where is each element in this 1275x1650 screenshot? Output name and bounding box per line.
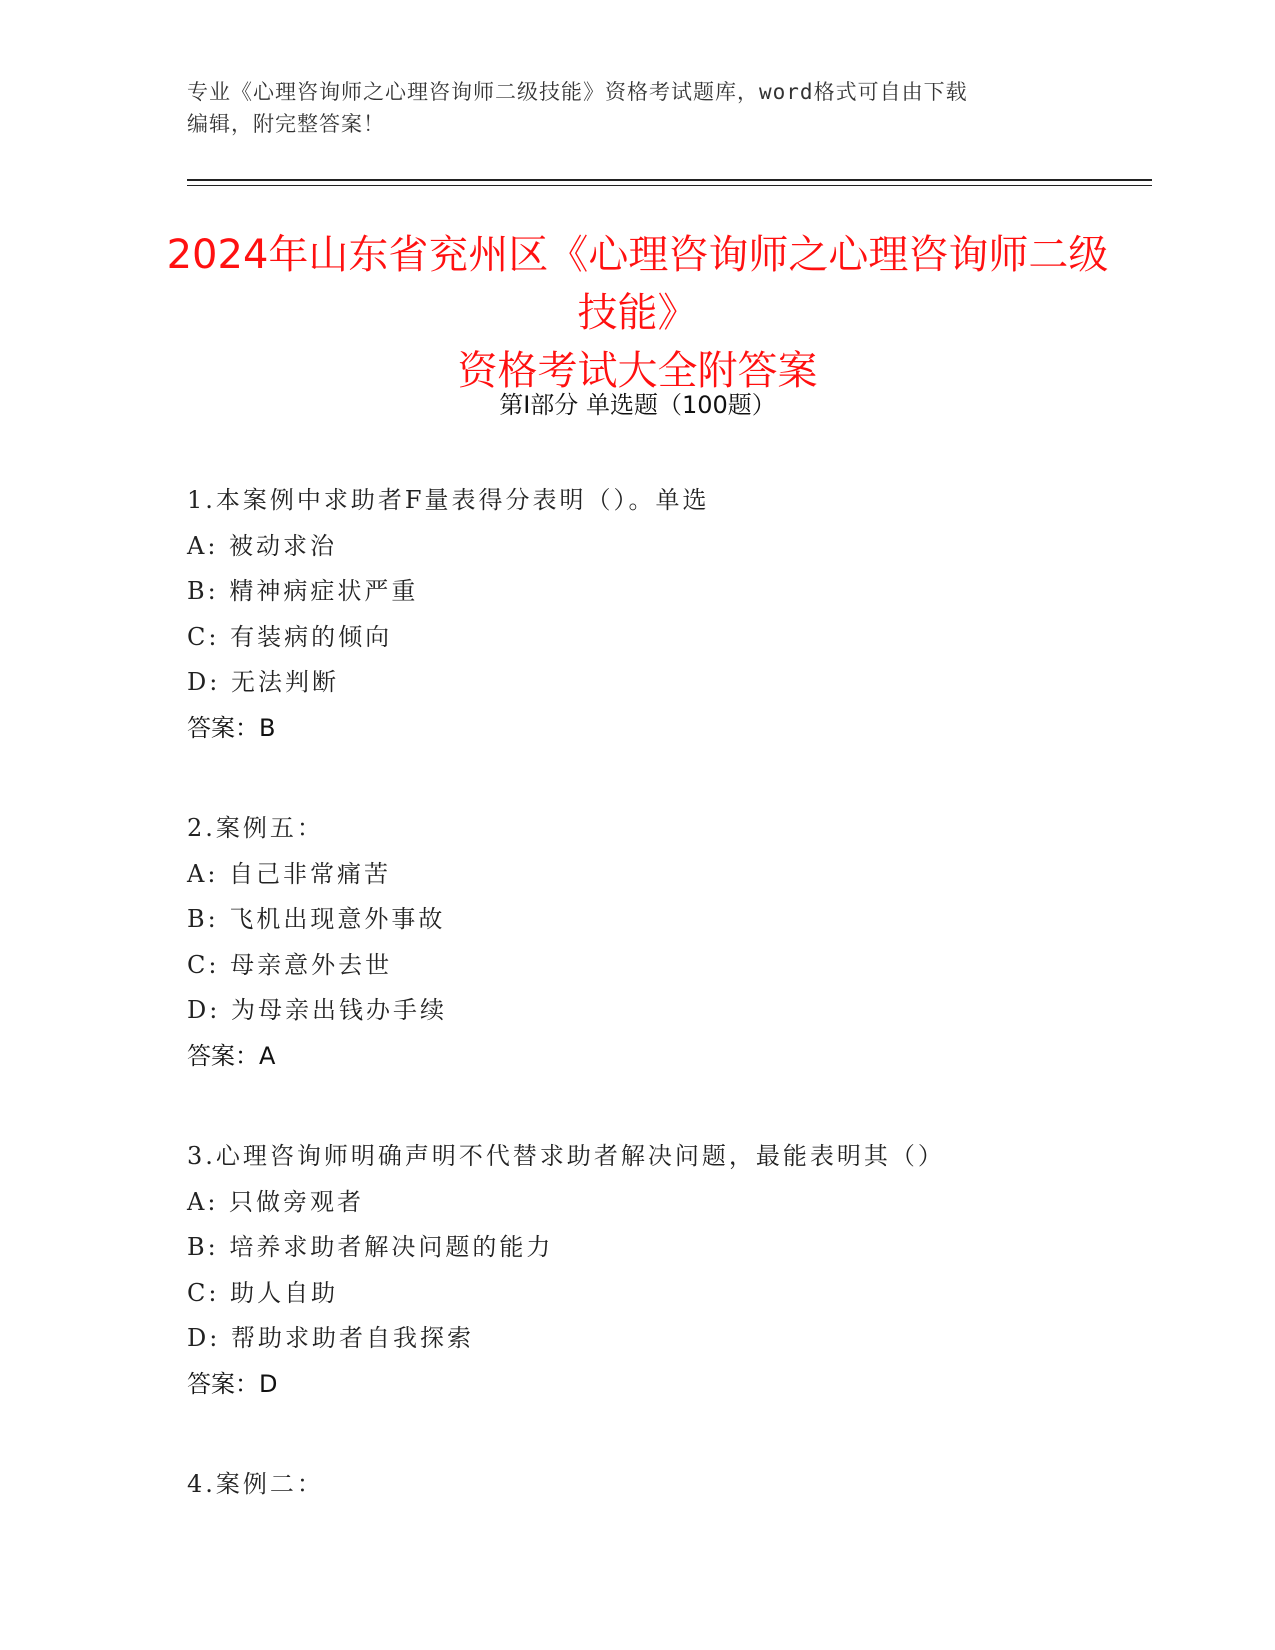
option-b: B: 培养求助者解决问题的能力 bbox=[187, 1233, 554, 1261]
document-title bbox=[160, 226, 1115, 400]
option-c: C: 助人自助 bbox=[187, 1278, 339, 1307]
question-stem: 3.心理咨询师明确声明不代替求助者解决问题，最能表明其（） bbox=[187, 1142, 945, 1170]
option-d: D: 帮助求助者自我探索 bbox=[187, 1324, 474, 1352]
question-2 bbox=[187, 806, 1147, 1079]
header-divider-thick bbox=[187, 179, 1152, 181]
option-a: A: 只做旁观者 bbox=[187, 1187, 365, 1216]
question-1 bbox=[187, 478, 1147, 751]
question-list bbox=[187, 478, 1147, 1563]
answer: 答案：A bbox=[187, 1041, 276, 1070]
option-a: A: 被动求治 bbox=[187, 531, 338, 560]
header-note-line-1: 专业《心理咨询师之心理咨询师二级技能》资格考试题库，word格式可自由下载 bbox=[187, 80, 968, 104]
option-c: C: 母亲意外去世 bbox=[187, 950, 393, 979]
option-b: B: 精神病症状严重 bbox=[187, 577, 419, 605]
header-note-line-2: 编辑，附完整答案！ bbox=[187, 112, 385, 136]
option-c: C: 有装病的倾向 bbox=[187, 622, 393, 651]
option-b: B: 飞机出现意外事故 bbox=[187, 905, 446, 933]
question-4 bbox=[187, 1462, 1147, 1508]
header-divider-thin bbox=[187, 185, 1152, 186]
question-3 bbox=[187, 1134, 1147, 1407]
header-note bbox=[187, 76, 1087, 140]
option-d: D: 无法判断 bbox=[187, 668, 339, 696]
question-stem: 1.本案例中求助者F量表得分表明（）。单选 bbox=[187, 486, 710, 514]
answer: 答案：B bbox=[187, 713, 276, 742]
option-d: D: 为母亲出钱办手续 bbox=[187, 996, 447, 1024]
option-a: A: 自己非常痛苦 bbox=[187, 859, 392, 888]
document-title-line-2: 资格考试大全附答案 bbox=[457, 348, 818, 394]
question-stem: 2.案例五： bbox=[187, 814, 324, 842]
question-stem: 4.案例二： bbox=[187, 1470, 324, 1498]
document-title-line-1: 2024年山东省兖州区《心理咨询师之心理咨询师二级技能》 bbox=[166, 232, 1109, 336]
answer: 答案：D bbox=[187, 1369, 278, 1398]
section-heading: 第Ⅰ部分 单选题（100题） bbox=[499, 391, 776, 419]
